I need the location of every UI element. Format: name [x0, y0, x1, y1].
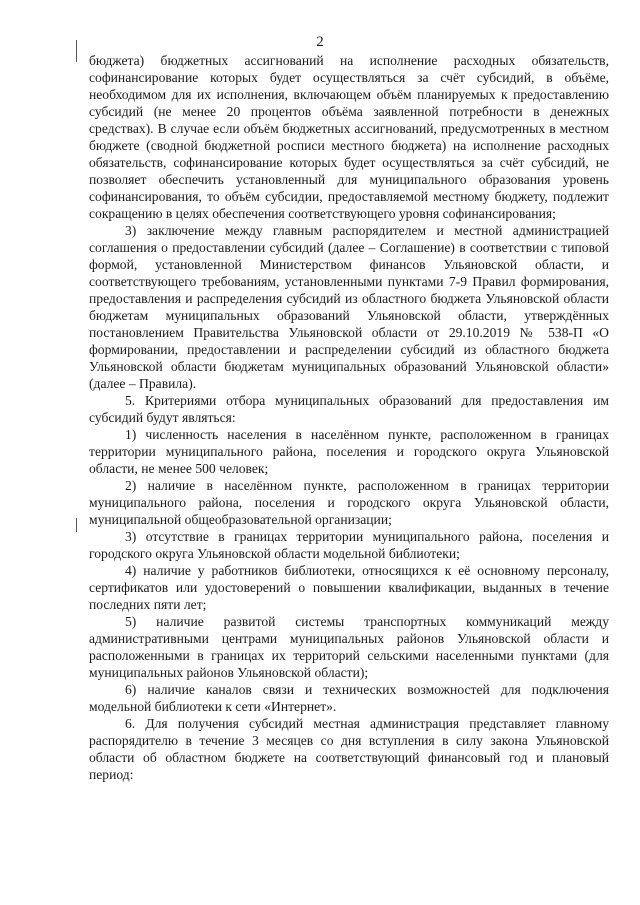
- scan-margin-mark: [76, 518, 77, 532]
- list-item: 4) наличие у работников библиотеки, относящихся к её основному персоналу, сертификатов или удостоверений о повышении квалификации, выданных в течение последних пяти лет;: [89, 563, 609, 612]
- list-item: 5) наличие развитой системы транспортных коммуникаций между административными центрами муниципальных районов Ульяновской области и расположенными в границах их территорий сельскими населенными пунктами (для муниципальных районов Ульяновской области);: [89, 614, 609, 680]
- paragraph: 6. Для получения субсидий местная администрация представляет главному распорядителю в течение 3 месяцев со дня вступления в силу закона Ульяновской области об областном бюджете на соответствующий финансовый год и плановый период:: [89, 716, 609, 782]
- list-item: 6) наличие каналов связи и технических возможностей для подключения модельной библиотеки к сети «Интернет».: [89, 682, 609, 714]
- document-body: [89, 52, 609, 783]
- list-item: 2) наличие в населённом пункте, расположенном в границах территории муниципального района, поселения и городского округа Ульяновской области, муниципальной общеобразовательной организации;: [89, 478, 609, 527]
- paragraph: 3) заключение между главным распорядителем и местной администрацией соглашения о предоставлении субсидий (далее – Соглашение) в соответствии с типовой формой, установленной Министерством финансов Ульяновской области, и соответствующего требованиям, установленными пунктами 7-9 Правил формирования, предоставления и распределения субсидий из областного бюджета Ульяновской области бюджетам муниципальных образований Ульяновской области, утверждённых постановлением Правительства Ульяновской области от 29.10.2019 № 538-П «О формировании, предоставлении и распределении субсидий из областного бюджета Ульяновской области бюджетам муниципальных образований Ульяновской области» (далее – Правила).: [89, 223, 609, 391]
- page-number: 2: [316, 34, 324, 50]
- paragraph: 5. Критериями отбора муниципальных образований для предоставления им субсидий будут являться:: [89, 393, 609, 425]
- list-item: 1) численность населения в населённом пункте, расположенном в границах территории муниципального района, поселения и городского округа Ульяновской области, не менее 500 человек;: [89, 427, 609, 476]
- list-item: 3) отсутствие в границах территории муниципального района, поселения и городского округа Ульяновской области модельной библиотеки;: [89, 529, 609, 561]
- paragraph-continuation: бюджета) бюджетных ассигнований на исполнение расходных обязательств, софинансирование которых будет осуществляться за счёт субсидий, в объёме, необходимом для их исполнения, включающем объём планируемых к предоставлению субсидий (не менее 20 процентов объёма заявленной потребности в денежных средствах). В случае если объём бюджетных ассигнований, предусмотренных в местном бюджете (сводной бюджетной росписи местного бюджета) на исполнение расходных обязательств, софинансирование которых будет осуществляться за счёт субсидий, не позволяет обеспечить установленный для муниципального образования уровень софинансирования, то объём субсидии, предоставляемой местному бюджету, подлежит сокращению в целях обеспечения соответствующего уровня софинансирования;: [89, 53, 609, 221]
